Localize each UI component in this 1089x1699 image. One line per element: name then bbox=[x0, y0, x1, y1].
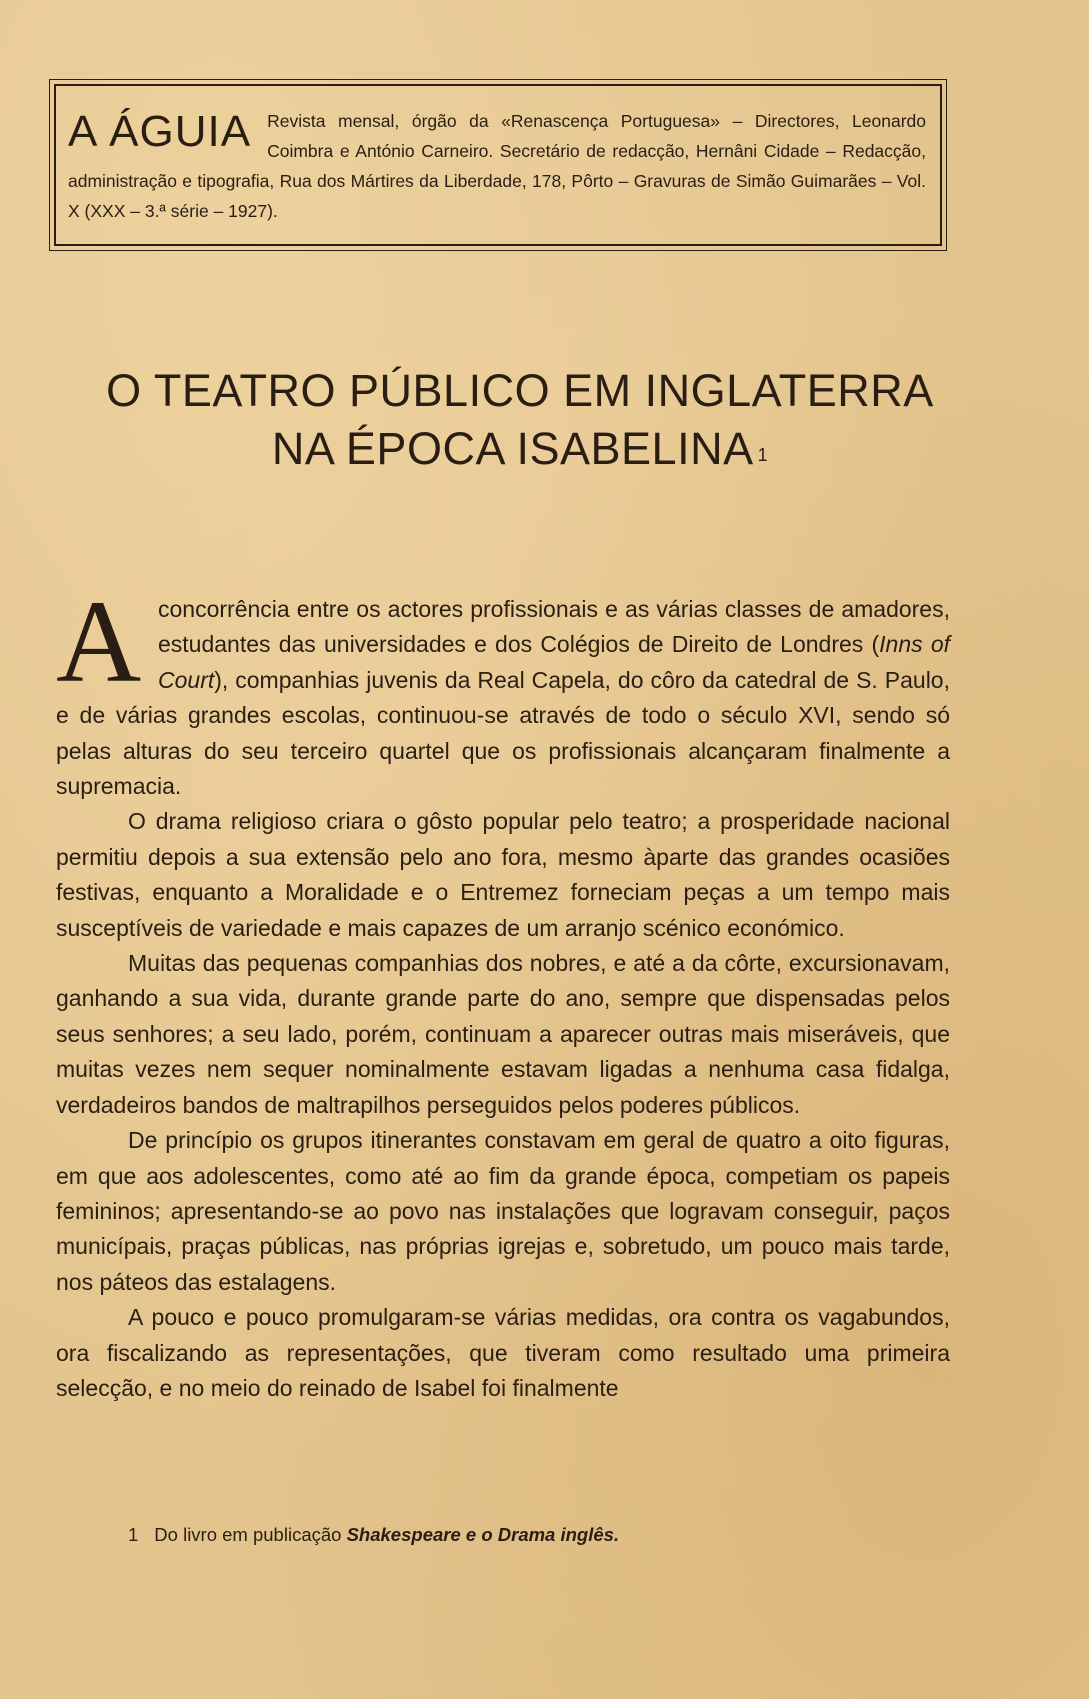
paragraph-2: O drama religioso criara o gôsto popular pelo teatro; a prosperidade nacional permitiu depois a sua extensão pelo ano fora, mesmo àparte das grandes ocasiões festivas, enquanto a Moralidade e o Entremez forneciam peças a um tempo mais susceptíveis de variedade e mais capazes de um arranjo scénico económico. bbox=[56, 808, 950, 941]
article-title bbox=[40, 362, 1000, 478]
footnote-text: Do livro em publicação bbox=[154, 1524, 342, 1545]
journal-name: A ÁGUIA bbox=[68, 107, 252, 156]
title-line-2 bbox=[40, 420, 1000, 478]
paragraph-1 bbox=[56, 576, 950, 804]
article-body bbox=[56, 576, 950, 1406]
title-line-2-text: NA ÉPOCA ISABELINA bbox=[271, 423, 754, 474]
footnote-number: 1 bbox=[128, 1524, 139, 1545]
masthead-content bbox=[68, 106, 926, 226]
drop-cap: A bbox=[56, 576, 142, 707]
paragraph-5: A pouco e pouco promulgaram-se várias medidas, ora contra os vagabundos, ora fiscalizando as representações, que tiveram como resultado uma primeira selecção, e no meio do reinado de Isabel foi finalmente bbox=[56, 1304, 950, 1401]
paragraph-1-text-a: concorrência entre os actores profissionais e as várias classes de amadores, estudantes das universidades e dos Colégios de Direito de Londres ( bbox=[158, 596, 950, 658]
paragraph-3: Muitas das pequenas companhias dos nobres, e até a da côrte, excursionavam, ganhando a sua vida, durante grande parte do ano, sempre que dispensadas pelos seus senhores; a seu lado, porém, continuam a aparecer outras mais miseráveis, que muitas vezes nem sequer nominalmente estavam ligadas a nenhuma casa fidalga, verdadeiros bandos de maltrapilhos perseguidos pelos poderes públicos. bbox=[56, 950, 950, 1118]
paragraph-1-text-b: ), companhias juvenis da Real Capela, do côro da catedral de S. Paulo, e de várias grandes escolas, continuou-se através de todo o século XVI, sendo só pelas alturas do seu terceiro quartel que os profissionais alcançaram finalmente a supremacia. bbox=[56, 666, 950, 800]
title-line-1: O TEATRO PÚBLICO EM INGLATERRA bbox=[106, 365, 934, 416]
title-footnote-mark: 1 bbox=[757, 445, 769, 465]
footnote bbox=[128, 1522, 619, 1548]
footnote-book-title: Shakespeare e o Drama inglês. bbox=[346, 1524, 620, 1545]
masthead-box bbox=[54, 84, 942, 246]
paragraph-4: De princípio os grupos itinerantes constavam em geral de quatro a oito figuras, em que aos adolescentes, como até ao fim da grande época, competiam os papeis femininos; apresentando-se ao povo nas instalações que logravam conseguir, paços municípais, praças públicas, nas próprias igrejas e, sobretudo, um pouco mais tarde, nos páteos das estalagens. bbox=[56, 1127, 950, 1295]
masthead-text: Revista mensal, órgão da «Renascença Portuguesa» – Directores, Leonardo Coimbra e António Carneiro. Secretário de redacção, Hernâni Cidade – Redacção, administração e tipografia, Rua dos Mártires da Liberdade, 178, Pôrto – Gravuras de Simão Guimarães – Vol. X (XXX – 3.ª série – 1927). bbox=[68, 111, 926, 221]
paragraph-1-italic: Inns of Court bbox=[158, 631, 950, 693]
